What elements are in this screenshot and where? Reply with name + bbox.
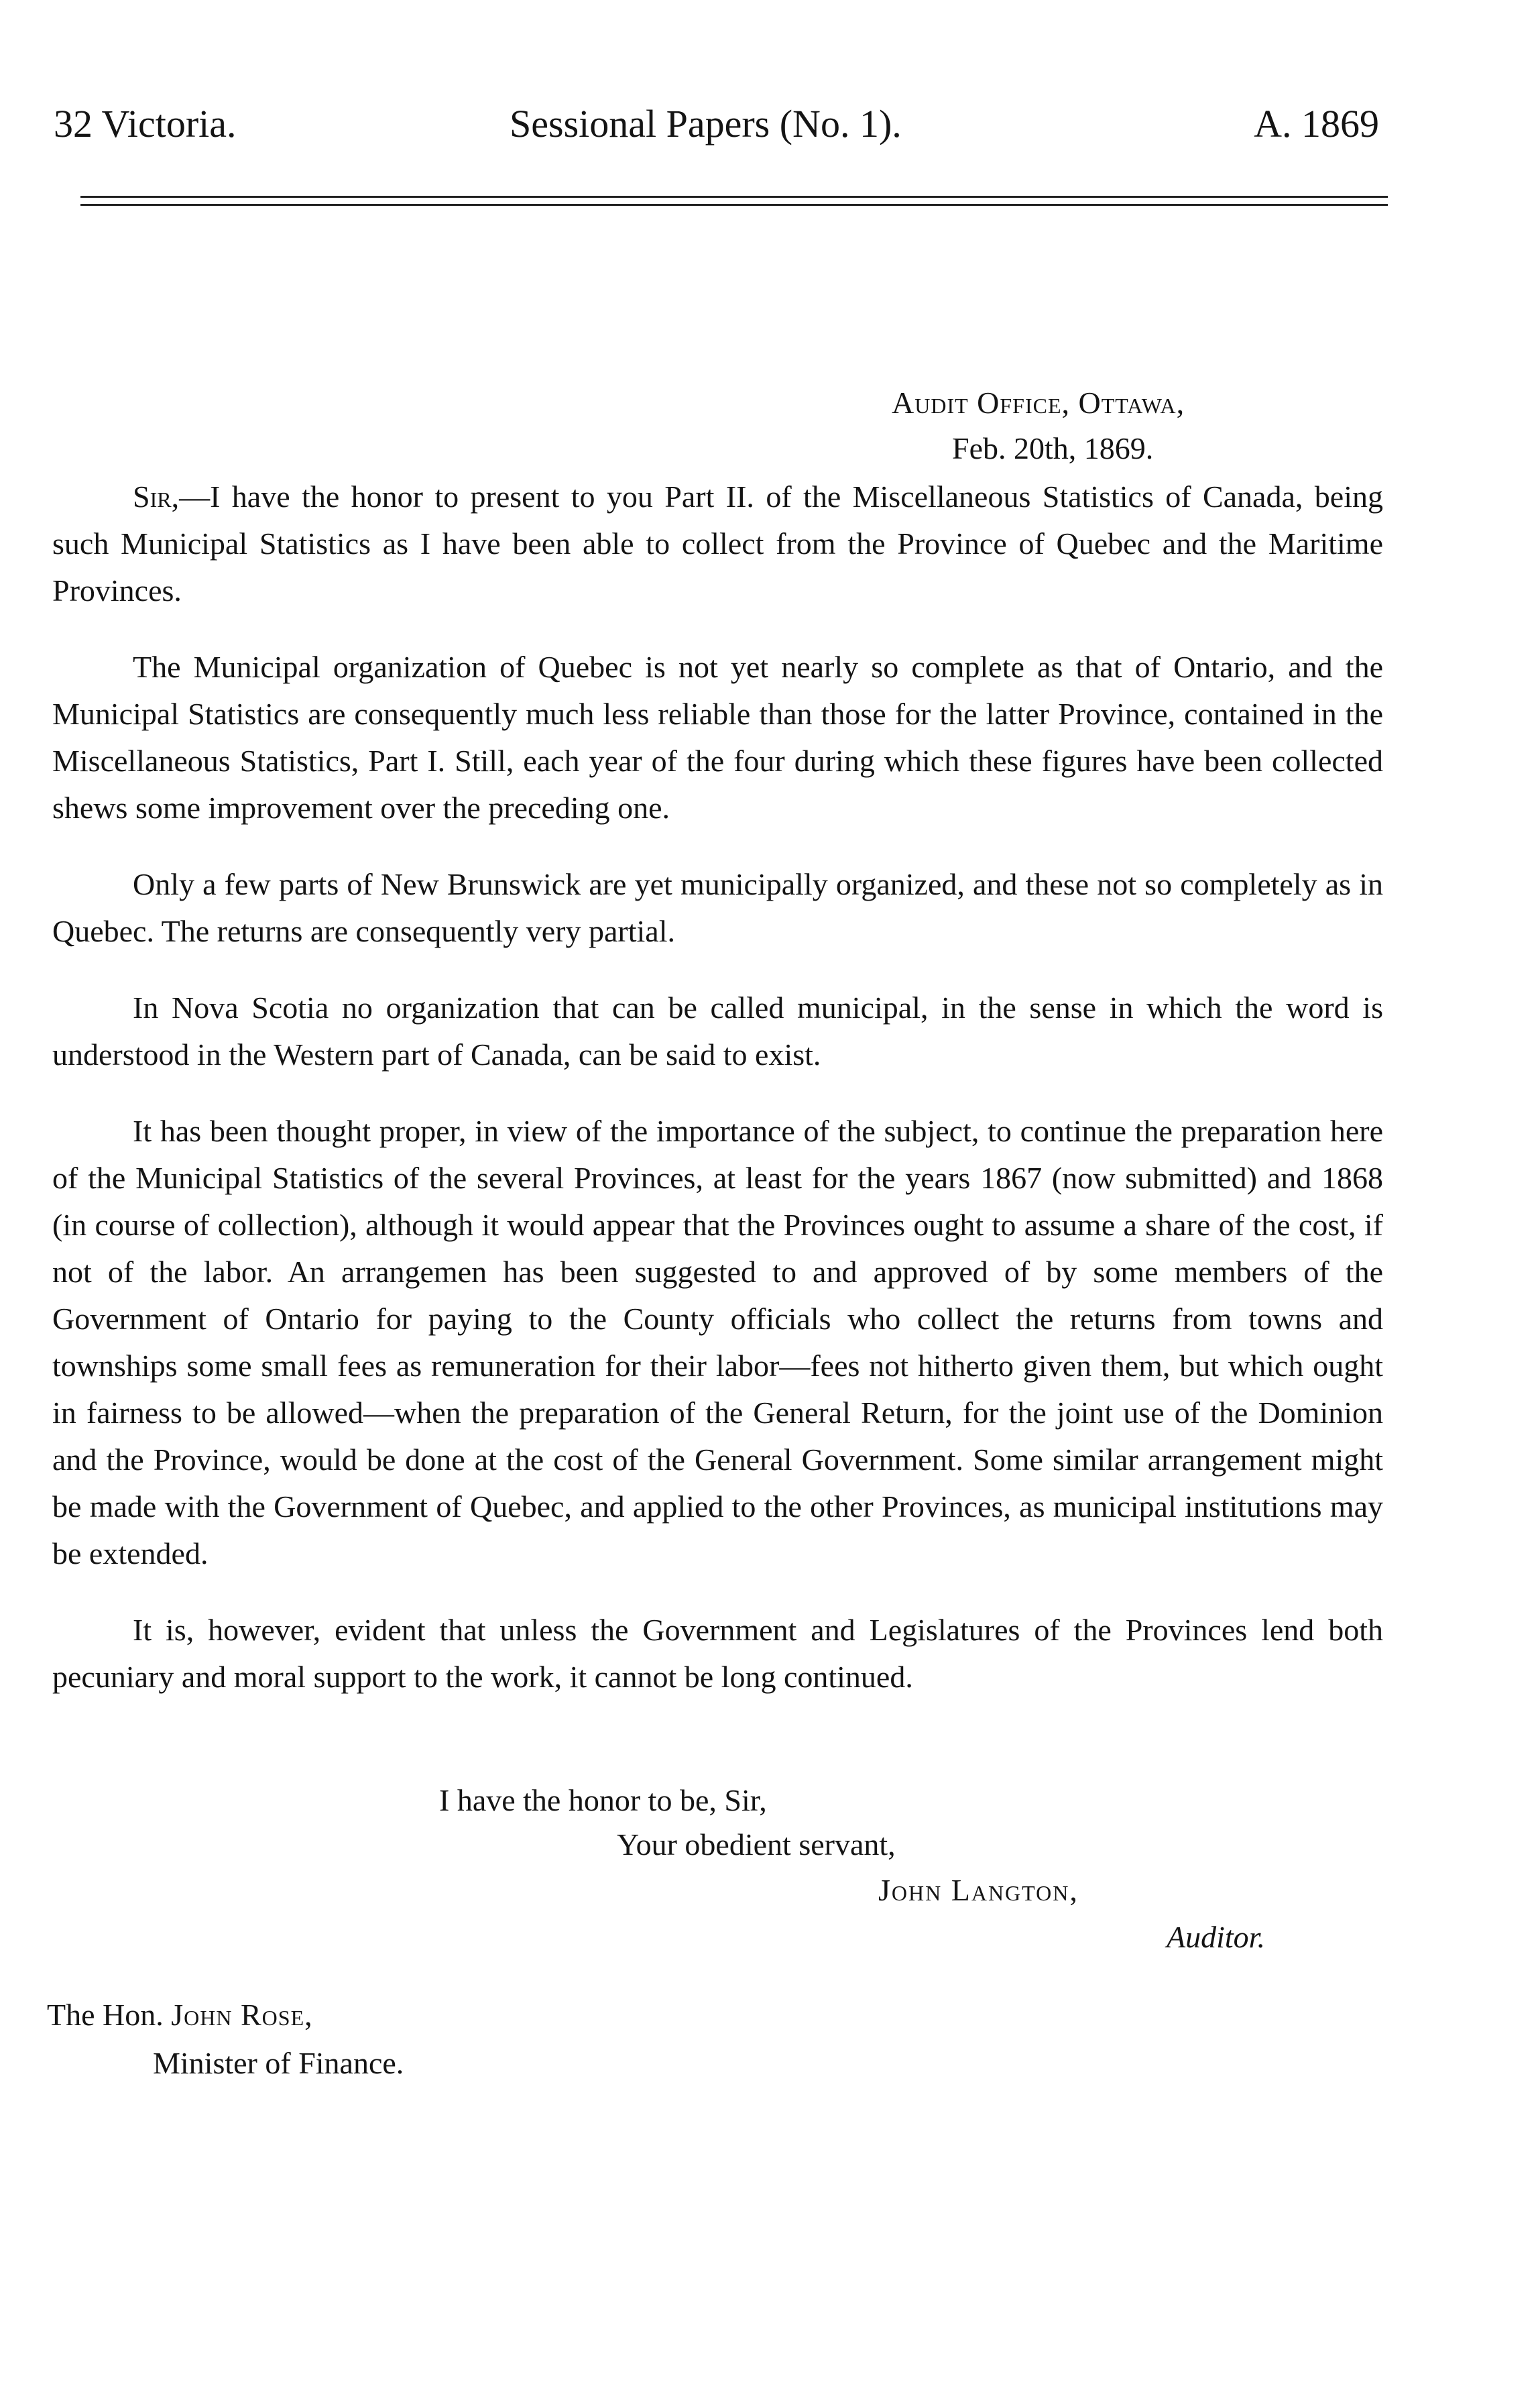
header-rule-bottom <box>80 204 1388 206</box>
closing-line-2: Your obedient servant, <box>617 1827 896 1862</box>
paragraph-2: The Municipal organization of Quebec is not yet nearly so complete as that of Ontario, and the Municipal Statistics are consequently much less reliable than those for the latter Province, contained in the Miscellaneous Statistics, Part I. Still, each year of the four during which these figures have been collected shews some improvement over the preceding one. <box>52 650 1383 825</box>
addressee-prefix: The Hon. <box>47 1998 164 2032</box>
running-header <box>0 101 1540 148</box>
paragraph-5: It has been thought proper, in view of the importance of the subject, to continue the preparation here of the Municipal Statistics of the several Provinces, at least for the years 1867 (now submitted) and 1868 (in course of collection), although it would appear that the Provinces ought to assume a share of the cost, if not of the labor. An arrangemen has been suggested to and approved of by some members of the Government of Ontario for paying to the County officials who collect the returns from towns and townships some small fees as remuneration for their labor—fees not hitherto given them, but which ought in fairness to be allowed—when the preparation of the General Return, for the joint use of the Dominion and the Province, would be done at the cost of the General Government. Some similar arrangement might be made with the Government of Quebec, and applied to the other Provinces, as municipal institutions may be extended. <box>52 1114 1383 1571</box>
letter-body <box>52 473 1383 1730</box>
header-title: Sessional Papers (No. 1). <box>510 102 902 146</box>
addressee-name: John Rose, <box>171 1998 313 2032</box>
signature-title: Auditor. <box>1167 1920 1265 1954</box>
salutation: Sir, <box>133 479 180 514</box>
paragraph-6: It is, however, evident that unless the Government and Legislatures of the Provinces lend both pecuniary and moral support to the work, it cannot be long continued. <box>52 1613 1383 1694</box>
header-rule-top <box>80 196 1388 198</box>
dateline-date: Feb. 20th, 1869. <box>952 431 1154 465</box>
office-text: Audit Office, Ottawa, <box>892 386 1185 420</box>
addressee-position: Minister of Finance. <box>153 2046 404 2080</box>
addressee-name-line <box>47 1992 313 2039</box>
paragraph-1-text: —I have the honor to present to you Part II. of the Miscellaneous Statistics of Canada, being such Municipal Statistics as I have been able to collect from the Province of Quebec and the Maritime Provinces. <box>52 479 1383 608</box>
header-session: 32 Victoria. <box>54 102 237 146</box>
dateline-office <box>892 381 1185 425</box>
header-year: A. 1869 <box>1254 102 1379 146</box>
closing-line-1: I have the honor to be, Sir, <box>439 1783 767 1817</box>
signature-name: John Langton, <box>878 1873 1079 1907</box>
paragraph-3: Only a few parts of New Brunswick are yet municipally organized, and these not so completely as in Quebec. The returns are consequently very partial. <box>52 867 1383 948</box>
paragraph-4: In Nova Scotia no organization that can be called municipal, in the sense in which the word is understood in the Western part of Canada, can be said to exist. <box>52 990 1383 1072</box>
paragraph-1 <box>52 473 1383 614</box>
